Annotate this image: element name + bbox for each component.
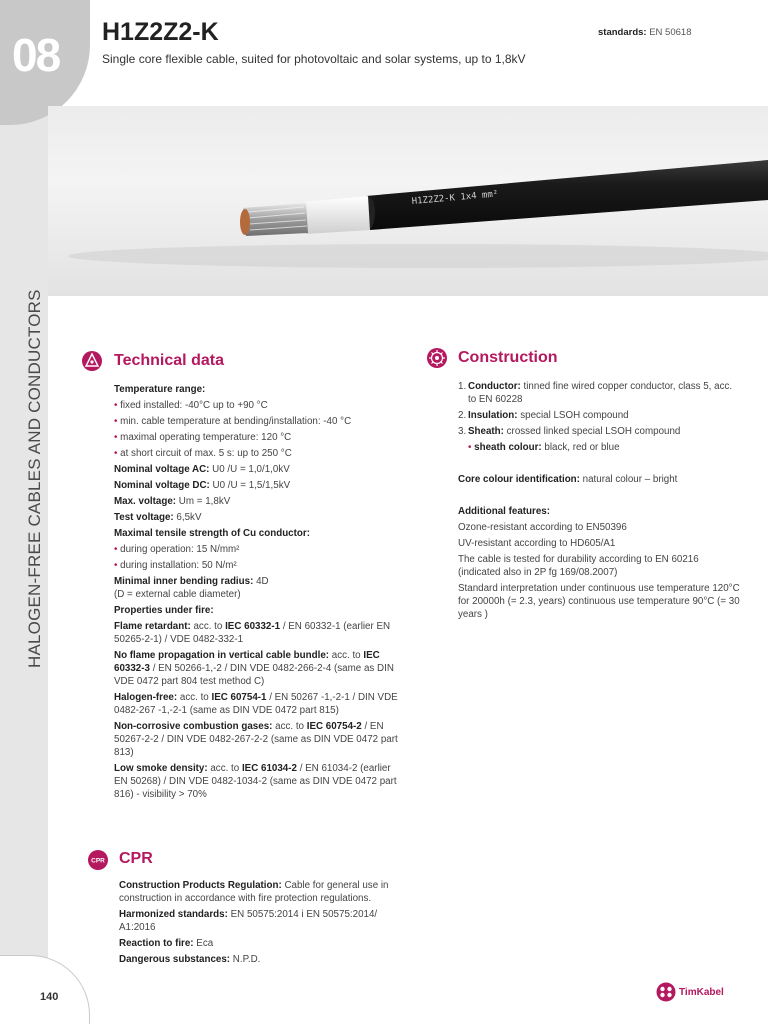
- fire-properties-label: Properties under fire:: [114, 605, 214, 616]
- core-colour-value: natural colour – bright: [579, 474, 678, 485]
- company-logo: [656, 982, 724, 1002]
- page-number: 140: [40, 991, 59, 1003]
- standards-label: standards:: [598, 27, 647, 38]
- test-voltage-value: 6,5kV: [173, 512, 202, 523]
- temp-item: at short circuit of max. 5 s: up to 250 °C: [120, 448, 292, 459]
- insulation-label: Insulation:: [468, 410, 518, 421]
- nominal-dc-label: Nominal voltage DC:: [114, 480, 210, 491]
- section-vertical-label: HALOGEN-FREE CABLES AND CONDUCTORS: [25, 289, 44, 668]
- nominal-ac-label: Nominal voltage AC:: [114, 464, 210, 475]
- cpr-column: [119, 879, 394, 969]
- bending-radius-value: 4D: [253, 576, 269, 587]
- bundle-detail: / EN 50266-1,-2 / DIN VDE 0482-266-2-4 (same as DIN VDE 0472 part 804 test method C): [114, 663, 394, 687]
- construction-icon: [426, 347, 448, 369]
- test-voltage-label: Test voltage:: [114, 512, 174, 523]
- temp-item: fixed installed: -40°C up to +90 °C: [120, 400, 268, 411]
- item-number: 3.: [458, 426, 467, 437]
- regulation-label: Construction Products Regulation:: [119, 880, 282, 891]
- flame-retardant-label: Flame retardant:: [114, 621, 191, 632]
- cable-print-text: H1Z2Z2-K 1x4 mm²: [411, 189, 499, 207]
- halogen-free-detail: / EN 50267 -1,-2-1 / DIN VDE 0482-267 -1,-2-1 (same as DIN VDE 0472 part 815): [114, 692, 398, 716]
- cpr-icon-text: CPR: [91, 857, 105, 865]
- flame-retardant-detail: / EN 60332-1 (earlier EN 50265-2-1) / VDE 0482-332-1: [114, 621, 391, 645]
- halogen-free-prefix: acc. to: [177, 692, 212, 703]
- dangerous-substances-value: N.P.D.: [230, 954, 261, 965]
- standards-value: EN 50618: [646, 27, 692, 38]
- low-smoke-detail: / EN 61034-2 (earlier EN 50268) / DIN VDE 0482-1034-2 (same as DIN VDE 0472 part 816) - visibility > 70%: [114, 763, 397, 800]
- flame-retardant-prefix: acc. to: [190, 621, 226, 632]
- technical-data-icon: [81, 350, 103, 372]
- non-corrosive-prefix: acc. to: [272, 721, 307, 732]
- dangerous-substances-label: Dangerous substances:: [119, 954, 231, 965]
- non-corrosive-standard: IEC 60754-2: [306, 721, 362, 732]
- bending-radius-label: Minimal inner bending radius:: [114, 576, 254, 587]
- nominal-dc-value: U0 /U = 1,5/1,5kV: [209, 480, 291, 491]
- halogen-free-standard: IEC 60754-1: [211, 692, 267, 703]
- tensile-item: during installation: 50 N/m²: [120, 560, 237, 571]
- regulation-value: Cable for general use in construction in accordance with fire protection regulations.: [119, 880, 389, 904]
- cpr-heading: CPR: [119, 850, 153, 867]
- cable-image: [48, 106, 768, 296]
- non-corrosive-detail: / EN 50267-2-2 / DIN VDE 0482-267-2-2 (same as DIN VDE 0472 part 813): [114, 721, 398, 758]
- non-corrosive-label: Non-corrosive combustion gases:: [114, 721, 273, 732]
- bending-radius-note: (D = external cable diameter): [114, 589, 241, 600]
- item-number: 1.: [458, 381, 467, 392]
- nominal-ac-value: U0 /U = 1,0/1,0kV: [209, 464, 290, 475]
- cpr-icon: [87, 849, 109, 871]
- sheath-label: Sheath:: [468, 426, 504, 437]
- cable-photo: [48, 106, 768, 296]
- insulation-value: special LSOH compound: [517, 410, 629, 421]
- reaction-to-fire-value: Eca: [193, 938, 214, 949]
- temp-item: maximal operating temperature: 120 °C: [120, 432, 292, 443]
- halogen-free-label: Halogen-free:: [114, 692, 178, 703]
- standards: [598, 27, 691, 38]
- bundle-label: No flame propagation in vertical cable bundle:: [114, 650, 330, 661]
- feature-item: UV-resistant according to HD605/A1: [458, 538, 616, 549]
- flame-retardant-standard: IEC 60332-1: [225, 621, 281, 632]
- feature-item: The cable is tested for durability according to EN 60216 (indicated also in 2P fg 169/08.2007): [458, 554, 699, 578]
- sheath-colour-value: black, red or blue: [541, 442, 620, 453]
- additional-features-label: Additional features:: [458, 506, 550, 517]
- temperature-label: Temperature range:: [114, 384, 206, 395]
- tensile-label: Maximal tensile strength of Cu conductor:: [114, 528, 310, 539]
- chapter-number: 08: [12, 29, 60, 81]
- core-colour-label: Core colour identification:: [458, 474, 580, 485]
- low-smoke-label: Low smoke density:: [114, 763, 208, 774]
- bundle-standard: IEC 60332-3: [114, 650, 380, 674]
- max-voltage-value: Um = 1,8kV: [176, 496, 231, 507]
- product-subtitle: Single core flexible cable, suited for photovoltaic and solar systems, up to 1,8kV: [102, 52, 526, 66]
- technical-data-column: Temperature range: • fixed installed: -40°C up to +90 °C • min. cable temperature at bending/installation: -40 °C • maximal operating temperature: 120 °C • at short circuit of max. 5 s: up to 250 °C Nominal voltage AC: U0 /U = 1,0/1,0kV Nominal voltage DC: U0 /U = 1,5/1,5kV Max. voltage: Um = 1,8kV Test voltage: 6,5kV Maximal tensile strength of Cu conductor: • during operation: 15 N/mm² • during installation: 50 N/m² Minimal inner bending radius: 4D (D = external cable diameter) Properties under fire: Flame retardant: acc. to IEC 60332-1 / EN 60332-1 (earlier EN 50265-2-1) / VDE 0482-332-1 No flame propagation in vertical cable bundle: acc. to IEC 60332-3 / EN 50266-1,-2 / DIN VDE 0482-266-2-4 (same as DIN VDE 0472 part 804 test method C) Halogen-free: acc. to IEC 60754-1 / EN 50267 -1,-2-1 / DIN VDE 0482-267 -1,-2-1 (same as DIN VDE 0472 part 815) Non-corrosive combustion gases: acc. to IEC 60754-2 / EN 50267-2-2 / DIN VDE 0482-267-2-2 (same as DIN VDE 0472 part 813) Low smoke density: acc. to IEC 61034-2 / EN 61034-2 (earlier EN 50268) / DIN VDE 0482-1034-2 (same as DIN VDE 0472 part 816) - visibility > 70%: [114, 384, 398, 800]
- sheath-value: crossed linked special LSOH compound: [503, 426, 681, 437]
- sheath-colour-label: sheath colour:: [474, 442, 542, 453]
- low-smoke-standard: IEC 61034-2: [241, 763, 297, 774]
- reaction-to-fire-label: Reaction to fire:: [119, 938, 194, 949]
- low-smoke-prefix: acc. to: [207, 763, 242, 774]
- page-number-tab: [0, 955, 90, 1024]
- feature-item: Ozone-resistant according to EN50396: [458, 522, 627, 533]
- conductor-label: Conductor:: [468, 381, 521, 392]
- logo-text: TimKabel: [679, 986, 724, 998]
- product-title: H1Z2Z2-K: [102, 18, 219, 46]
- feature-item: Standard interpretation under continuous use temperature 120°C for 20000h (= 2.3, years) continuous use temperature 90°C (= 30 years ): [458, 583, 740, 620]
- conductor-value: tinned fine wired copper conductor, class 5, acc. to EN 60228: [468, 381, 733, 405]
- harmonized-standards-value: EN 50575:2014 i EN 50575:2014/ A1:2016: [119, 909, 378, 933]
- bundle-prefix: acc. to: [329, 650, 364, 661]
- tensile-item: during operation: 15 N/mm²: [120, 544, 240, 555]
- construction-column: 1. Conductor: tinned fine wired copper conductor, class 5, acc. to EN 60228 2. Insulation: special LSOH compound 3. Sheath: crossed linked special LSOH compound • sheath colour: black, red or blue Core colour identification: natural colour – bright Additional features: Ozone-resistant according to EN50396 UV-resistant according to HD605/A1 The cable is tested for durability according to EN 60216 (indicated also in 2P fg 169/08.2007) Standard interpretation under continuous use temperature 120°C for 20000h (= 2.3, years) continuous use temperature 90°C (= 30 years ): [458, 381, 740, 620]
- construction-heading: Construction: [458, 349, 558, 366]
- harmonized-standards-label: Harmonized standards:: [119, 909, 228, 920]
- temp-item: min. cable temperature at bending/installation: -40 °C: [120, 416, 352, 427]
- max-voltage-label: Max. voltage:: [114, 496, 177, 507]
- logo-icon: [656, 982, 676, 1002]
- item-number: 2.: [458, 410, 467, 421]
- technical-data-heading: Technical data: [114, 352, 224, 369]
